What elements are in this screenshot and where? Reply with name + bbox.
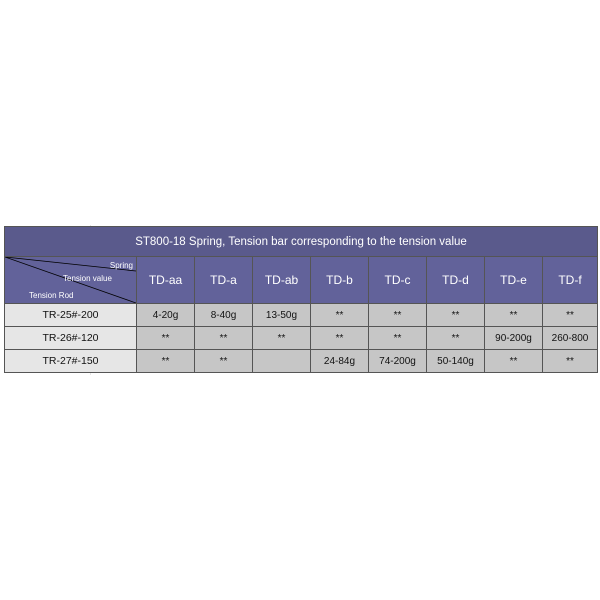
row-label: TR-26#-120 xyxy=(5,327,137,350)
table-cell: ** xyxy=(427,304,485,327)
table-cell: 74-200g xyxy=(369,350,427,373)
table-cell: 260-800 xyxy=(543,327,598,350)
table-row xyxy=(5,327,598,350)
table-cell: 24-84g xyxy=(311,350,369,373)
table-cell: ** xyxy=(369,327,427,350)
table-cell: ** xyxy=(311,327,369,350)
column-header: TD-d xyxy=(427,257,485,304)
table-cell: 50-140g xyxy=(427,350,485,373)
header-row xyxy=(5,257,598,304)
table-cell: ** xyxy=(485,350,543,373)
table-cell: ** xyxy=(137,350,195,373)
corner-label-spring: Spring xyxy=(109,261,133,270)
table-cell: ** xyxy=(195,350,253,373)
table-cell: ** xyxy=(311,304,369,327)
table-cell: ** xyxy=(195,327,253,350)
row-label: TR-25#-200 xyxy=(5,304,137,327)
corner-header-cell xyxy=(5,257,137,304)
column-header: TD-aa xyxy=(137,257,195,304)
column-header: TD-c xyxy=(369,257,427,304)
corner-label-tension-value: Tension value xyxy=(63,274,112,283)
column-header: TD-ab xyxy=(253,257,311,304)
table-cell: 13-50g xyxy=(253,304,311,327)
table-cell: ** xyxy=(485,304,543,327)
table-row xyxy=(5,350,598,373)
table-cell: ** xyxy=(543,350,598,373)
table-cell: ** xyxy=(137,327,195,350)
table-cell xyxy=(253,350,311,373)
table-cell: ** xyxy=(543,304,598,327)
column-header: TD-a xyxy=(195,257,253,304)
row-label: TR-27#-150 xyxy=(5,350,137,373)
table-cell: ** xyxy=(369,304,427,327)
column-header: TD-e xyxy=(485,257,543,304)
table-cell: ** xyxy=(253,327,311,350)
column-header: TD-f xyxy=(543,257,598,304)
table-cell: 4-20g xyxy=(137,304,195,327)
tension-table xyxy=(4,226,598,373)
column-header: TD-b xyxy=(311,257,369,304)
table-cell: 8-40g xyxy=(195,304,253,327)
corner-label-tension-rod: Tension Rod xyxy=(29,291,74,300)
table-row xyxy=(5,304,598,327)
table-title: ST800-18 Spring, Tension bar corresponding to the tension value xyxy=(5,227,598,257)
table-cell: 90-200g xyxy=(485,327,543,350)
table-cell: ** xyxy=(427,327,485,350)
